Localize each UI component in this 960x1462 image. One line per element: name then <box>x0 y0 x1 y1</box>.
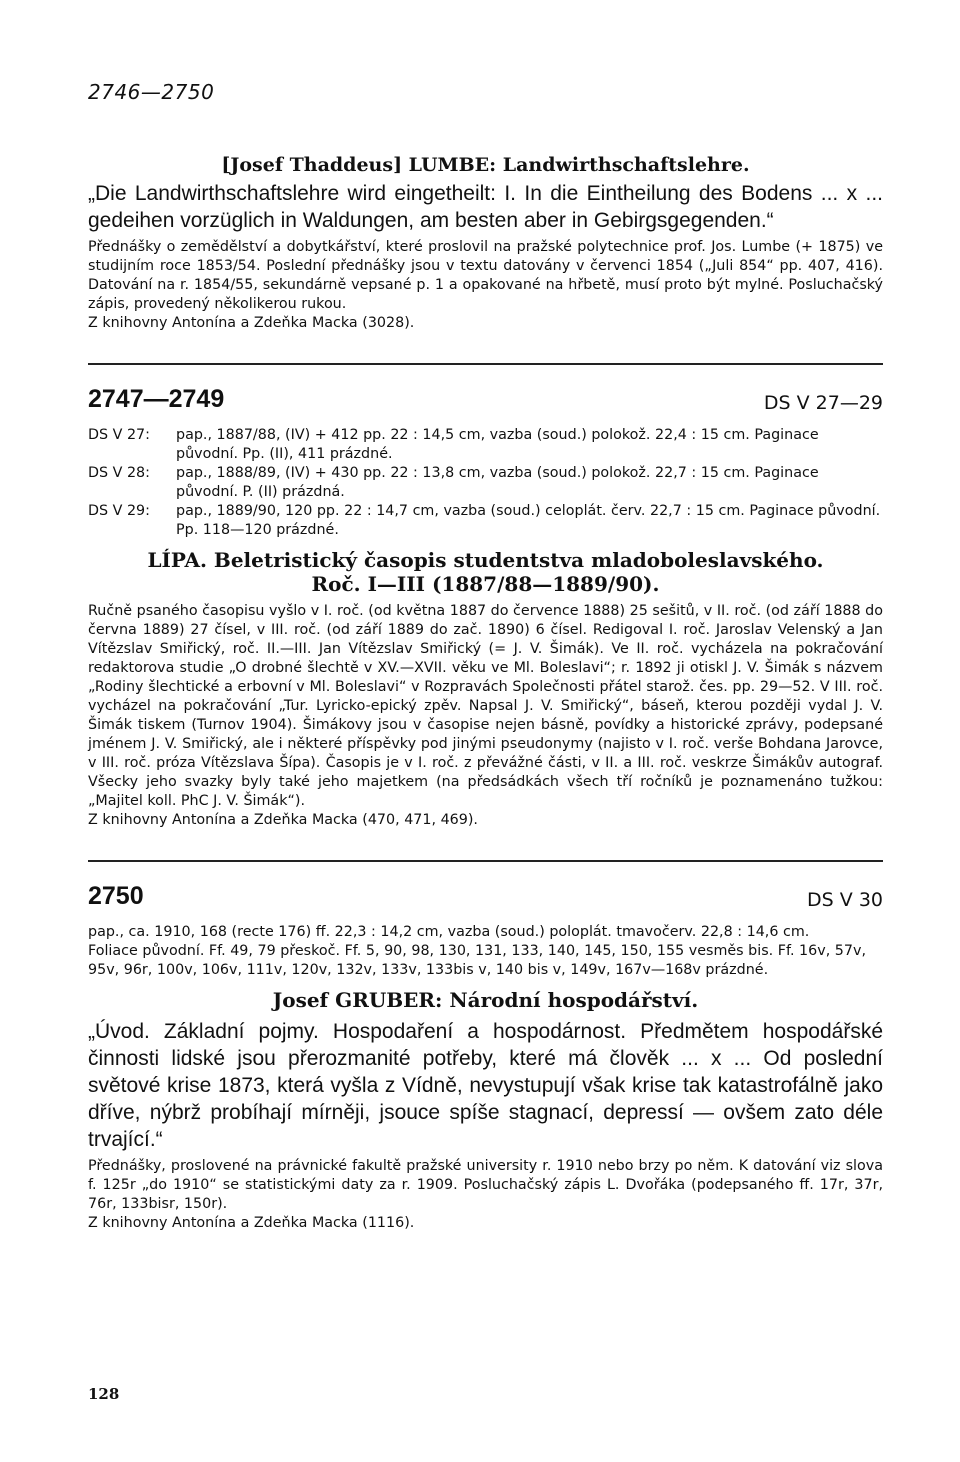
entry-title-line: LÍPA. Beletristický časopis studentstva mladoboleslavského. <box>147 548 824 572</box>
entry-title-line: Roč. I—III (1887/88—1889/90). <box>311 572 660 596</box>
section-divider <box>88 363 883 365</box>
entry-header <box>88 882 883 911</box>
volume-text: pap., 1889/90, 120 pp. 22 : 14,7 cm, vazba (soud.) celoplát. červ. 22,7 : 15 cm. Paginace původní. Pp. 118—120 prázdné. <box>176 503 881 538</box>
entry-library: Z knihovny Antonína a Zdeňka Macka (1116). <box>88 1215 415 1231</box>
volume-description <box>88 464 883 502</box>
volume-text: pap., 1888/89, (IV) + 430 pp. 22 : 13,8 cm, vazba (soud.) polokož. 22,7 : 15 cm. Paginace původní. P. (II) prázdná. <box>176 465 819 500</box>
volume-text: pap., 1887/88, (IV) + 412 pp. 22 : 14,5 cm, vazba (soud.) polokož. 22,4 : 15 cm. Paginace původní. Pp. (II), 411 prázdné. <box>176 427 819 462</box>
entry-library: Z knihovny Antonína a Zdeňka Macka (470, 471, 469). <box>88 812 478 828</box>
entry-note: Přednášky, proslovené na právnické fakultě pražské university r. 1910 nebo brzy po něm. K datování viz slova f. 125r „do 1910“ se statistickými daty za r. 1909. Posluchačský zápis L. Dvořáka (podepsaného ff. 17r, 37r, 76r, 133bisr, 150r). <box>88 1158 883 1212</box>
entry-note: Ručně psaného časopisu vyšlo v I. roč. (od května 1887 do července 1888) 25 sešitů, v II. roč. (od září 1888 do června 1889) 27 čísel, v III. roč. (od září 1889 do zač. 1890) 6 čísel. Redigoval I. roč. Jaroslav Velenský a Jan Vítězslav Smiřický, roč. II.—III. Jan Vítězslav Smiřický (= J. V. Šimák). Ve II. roč. vycházela na pokračování redaktorova studie „O drobné šlechtě v XV.—XVII. věku ve Ml. Boleslavi“; r. 1892 ji otiskl J. V. Šimák s názvem „Rodiny šlechtické a erbovní v Ml. Boleslavi“ v Rozpravách Společnosti přátel starož. čes. pp. 29—52. V III. roč. vycházel na pokračování „Tur. Lyricko-epický zpěv. Napsal J. V. Smiřický“, báseň, kterou později vydal J. V. Šimák tiskem (Turnov 1904). Šimákovy jsou v časopise nejen básně, povídky a historické zprávy, podepsané jménem J. V. Smiřický, ale i některé příspěvky pod jinými pseudonymy (najisto v I. roč. verše Bohdana Jarovce, v III. roč. próza Vítězslava Šípa). Časopis je v I. roč. z převážné části, v II. a III. roč. veskrze Šimákův autograf. Všecky jeho svazky byly také jeho majetkem (na předsádkách všech tří ročníků je poznamenáno tužkou: „Majitel koll. PhC J. V. Šimák“). <box>88 603 883 809</box>
volume-label: DS V 28: <box>88 465 150 481</box>
entry-number: 2750 <box>88 882 144 910</box>
entry-2750 <box>88 882 883 1233</box>
entry-2747 <box>88 385 883 830</box>
entry-title: Josef GRUBER: Národní hospodářství. <box>272 988 699 1012</box>
volume-description <box>88 502 883 540</box>
page <box>88 80 883 1233</box>
entry-description: pap., ca. 1910, 168 (recte 176) ff. 22,3 : 14,2 cm, vazba (soud.) poloplát. tmavočerv. 22,8 : 14,6 cm. <box>88 924 810 940</box>
entry-foliation: Foliace původní. Ff. 49, 79 přeskoč. Ff. 5, 90, 98, 130, 131, 133, 140, 145, 150, 155 vesměs bis. Ff. 16v, 57v, 95v, 96r, 100v, 106v, 111v, 120v, 132v, 133v, 133bis v, 140 bis v, 149v, 167v—168v prázdné. <box>88 943 866 978</box>
page-number: 128 <box>88 1385 120 1403</box>
entry-number: 2747—2749 <box>88 385 225 413</box>
entry-header <box>88 385 883 414</box>
entry-title: [Josef Thaddeus] LUMBE: Landwirthschaftslehre. <box>221 154 750 176</box>
entry-signature: DS V 27—29 <box>763 392 883 414</box>
entry-signature: DS V 30 <box>807 889 883 911</box>
volume-label: DS V 27: <box>88 427 150 443</box>
entry-library: Z knihovny Antonína a Zdeňka Macka (3028). <box>88 315 415 331</box>
entry-quote: „Úvod. Základní pojmy. Hospodaření a hospodárnost. Předmětem hospodářské činnosti lidské jsou přerozmanité potřeby, které má člověk ... x ... Od poslední světové krise 1873, která vyšla z Vídně, nevystupují však krise tak katastrofálně jako dříve, nýbrž probíhají mírněji, jsouce spíše stagnací, depressí — ovšem zato déle trvající.“ <box>88 1020 883 1151</box>
entry-note: Přednášky o zemědělství a dobytkářství, které proslovil na pražské polytechnice prof. Jos. Lumbe (+ 1875) ve studijním roce 1853/54. Poslední přednášky jsou v textu datovány v červenci 1854 („Juli 854“ pp. 407, 416). Datování na r. 1854/55, sekundárně vepsané p. 1 a opakované na hřbetě, musí proto být mylné. Posluchačský zápis, provedený několikerou rukou. <box>88 239 883 312</box>
volume-description <box>88 426 883 464</box>
entry-2746 <box>88 154 883 333</box>
running-head: 2746—2750 <box>88 80 215 104</box>
volume-label: DS V 29: <box>88 503 150 519</box>
entry-title <box>88 548 883 596</box>
entry-quote: „Die Landwirthschaftslehre wird eingetheilt: I. In die Eintheilung des Bodens ... x ... gedeihen vorzüglich in Waldungen, am besten aber in Gebirgsgegenden.“ <box>88 182 883 232</box>
section-divider <box>88 860 883 862</box>
